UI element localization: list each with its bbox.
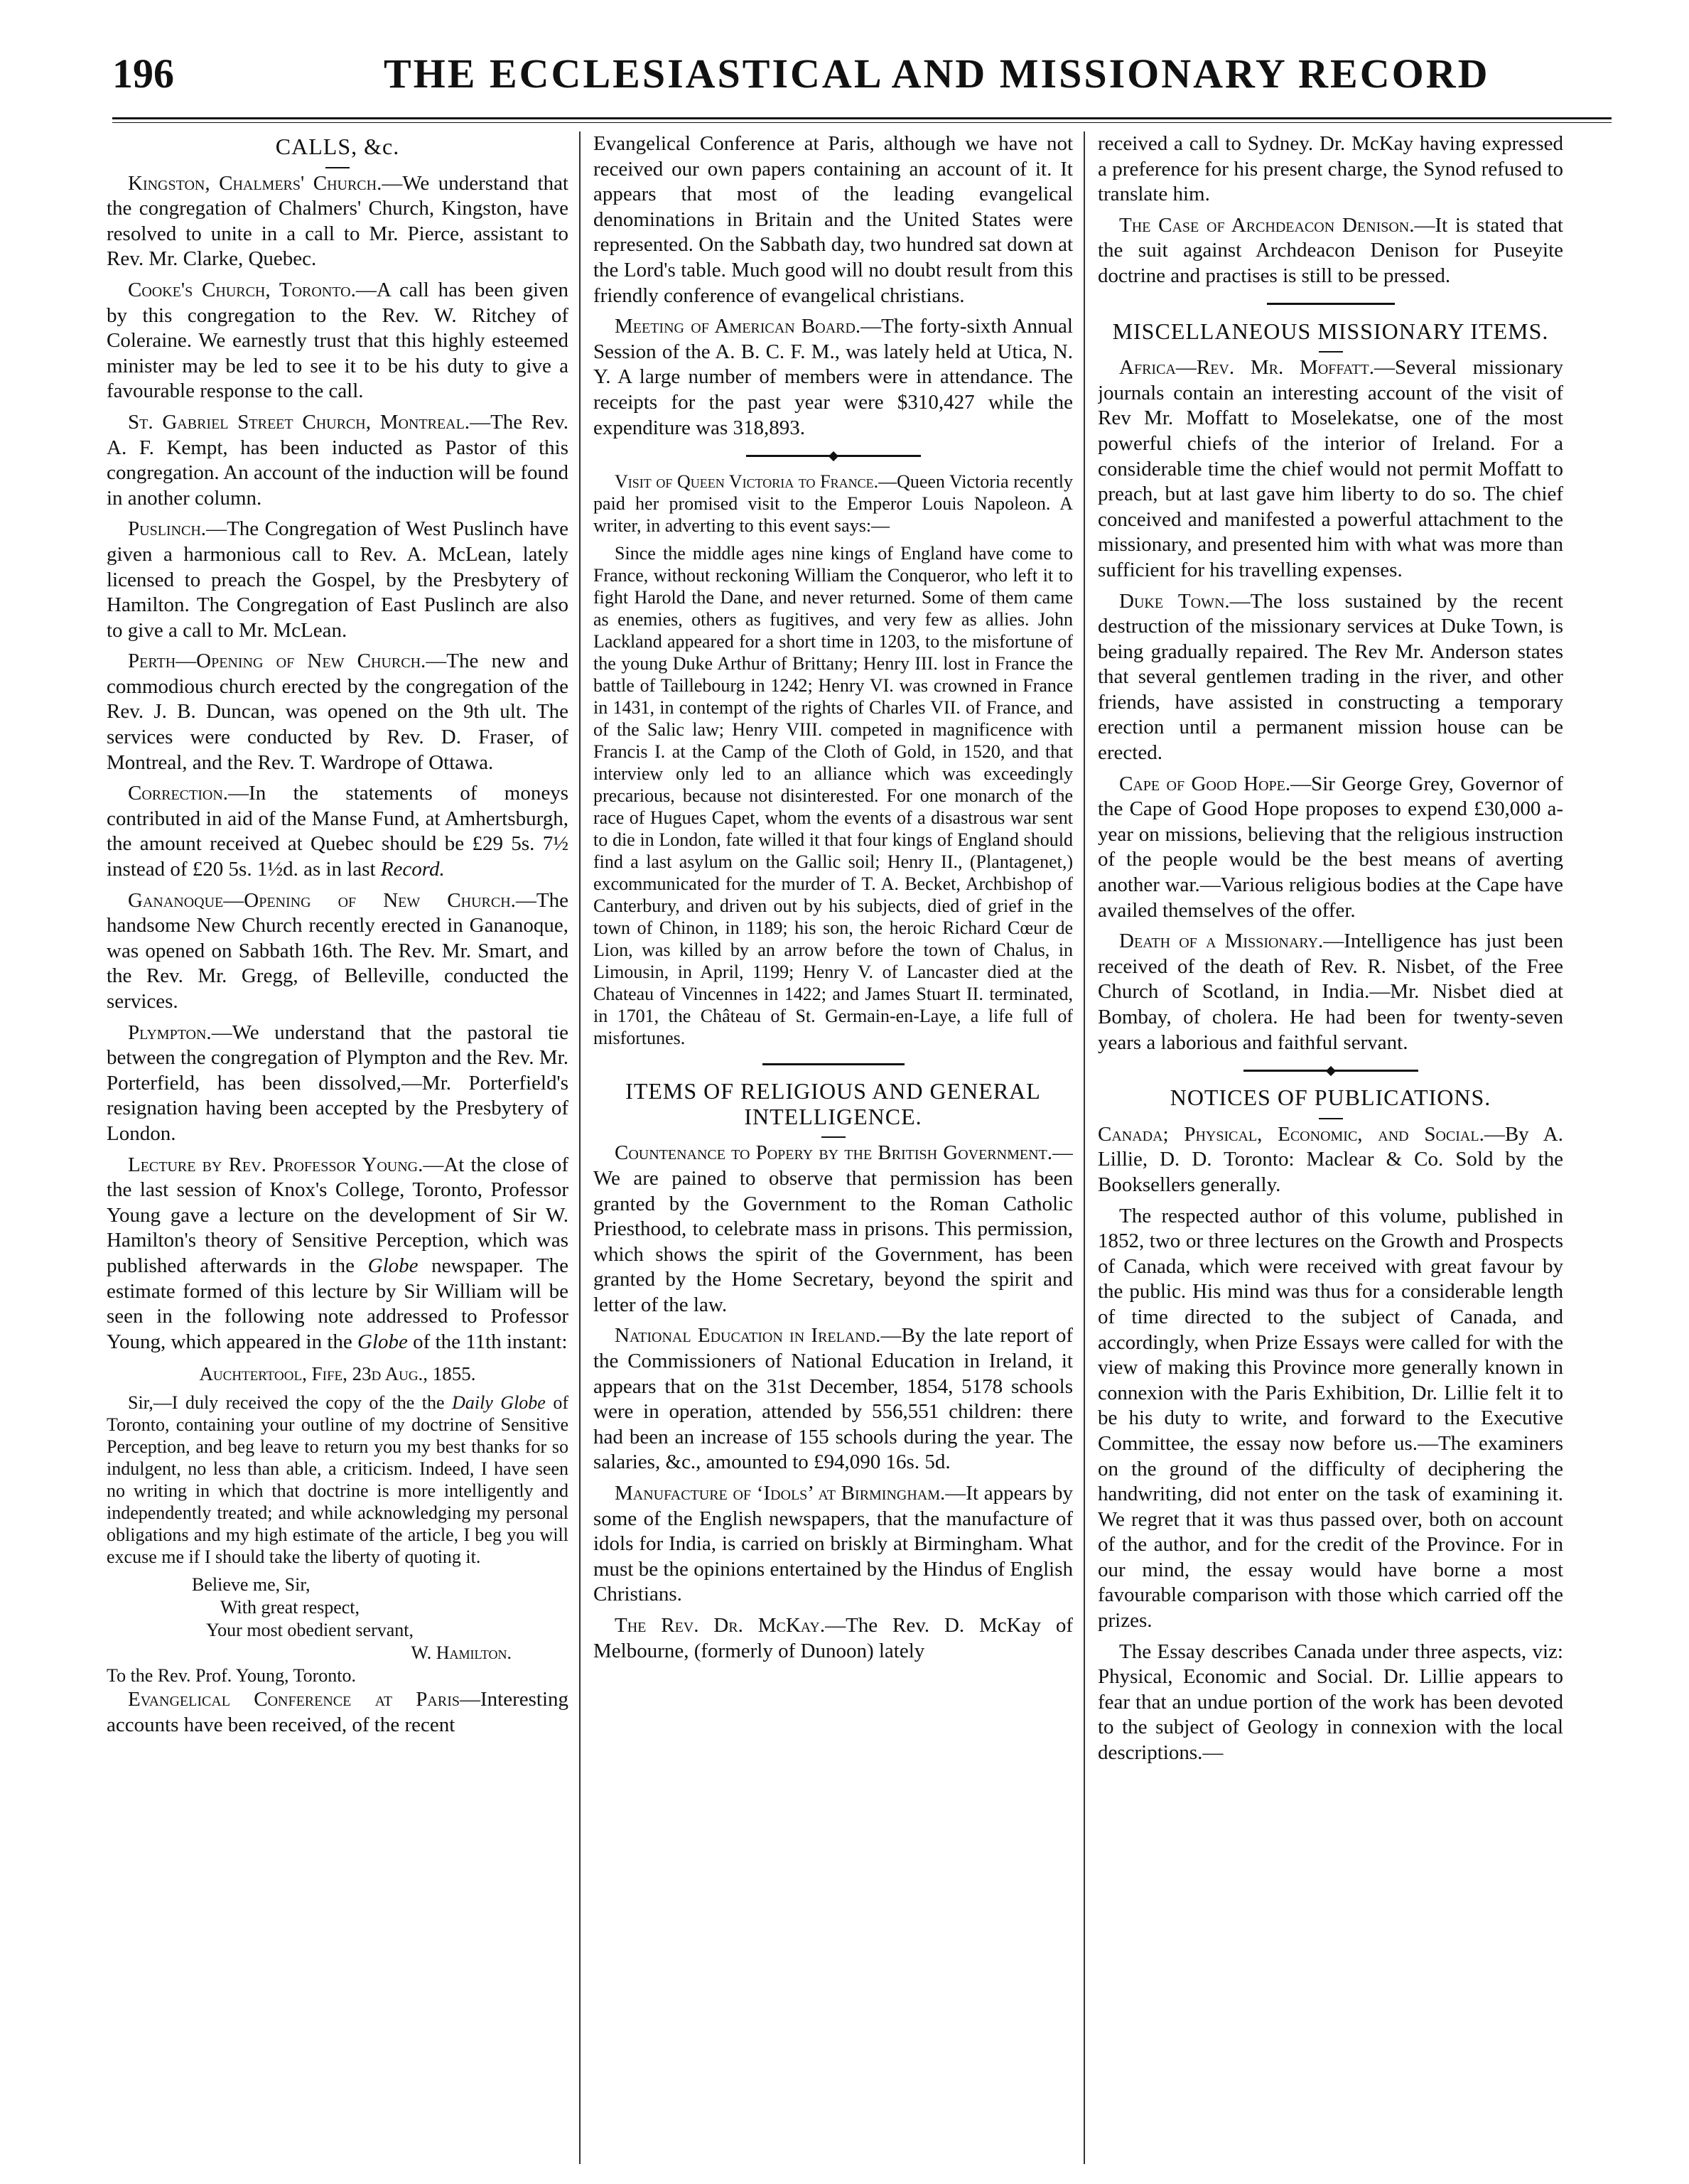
article-puslinch xyxy=(107,517,568,643)
article-text: —The forty-sixth Annual Session of the A. B. C. F. M., was lately held at Utica, N. Y. A large number of members were in attendance. The receipts for the past year were $310,427 while the expenditure was 318,893. xyxy=(593,315,1073,439)
ornamental-rule xyxy=(1098,296,1563,311)
article-plympton xyxy=(107,1021,568,1147)
article-lead: Canada; Physical, Economic, and Social. xyxy=(1098,1122,1484,1146)
ornamental-rule xyxy=(593,448,1073,462)
article-lead: Meeting of American Board. xyxy=(615,315,861,338)
letter-text: Sir,—I duly received the copy of the the xyxy=(128,1392,453,1413)
article-text: —The loss sustained by the recent destruction of the missionary services at Duke Town, is being gradually repaired. The Rev Mr. Anderson states that several gentlemen trading in the river, and other friends, have assisted in constructing a temporary erection until a permanent mission house can be erected. xyxy=(1098,589,1563,765)
article-duke-town xyxy=(1098,589,1563,766)
article-text: —Queen Victoria recently paid her promised visit to the Emperor Louis Napoleon. A writer, in adverting to this event says:— xyxy=(593,471,1073,537)
column-middle xyxy=(593,131,1073,2164)
article-lead: The Case of Archdeacon Denison. xyxy=(1119,213,1415,237)
italic-daily-globe: Daily Globe xyxy=(452,1392,546,1413)
article-denison xyxy=(1098,213,1563,289)
section-heading-missionary: MISCELLANEOUS MISSIONARY ITEMS. xyxy=(1112,318,1549,344)
column-right xyxy=(1098,131,1563,2164)
article-text: —By A. Lillie, D. D. Toronto: Maclear & Co. Sold by the Booksellers generally. xyxy=(1098,1122,1563,1196)
article-text: —We understand that the pastoral tie between the congregation of Plympton and the Rev. Mr. Porterfield, has been dissolved,—Mr. Porterfield's resignation having been accepted by the Presbytery of London. xyxy=(107,1021,568,1145)
article-continued: Evangelical Conference at Paris, although we have not received our own papers containing an account of it. It appears that most of the leading evangelical denominations in Britain and the United States were represented. On the Sabbath day, two hundred sat down at the Lord's table. Much good will no doubt result from this friendly conference of evangelical christians. xyxy=(593,132,1073,307)
header-rule-thin xyxy=(112,122,1612,123)
article-africa xyxy=(1098,355,1563,583)
article-popery xyxy=(593,1141,1073,1318)
article-text: —We are pained to observe that permission has been granted by the Government to the Roman Catholic Priesthood, to celebrate mass in prisons. This permission, which shows the spirit of the Government, has been granted by the Home Secretary, beyond the spirit and letter of the law. xyxy=(593,1141,1073,1316)
italic-globe: Globe xyxy=(357,1330,408,1353)
article-meeting xyxy=(593,314,1073,441)
heading-rule xyxy=(325,167,350,168)
article-text: —The handsome New Church recently erected in Gananoque, was opened on Sabbath 16th. The Rev. Mr. Smart, and the Rev. Mr. Gregg, of Belleville, conducted the services. xyxy=(107,888,568,1013)
article-text: —It is stated that the suit against Archdeacon Denison for Puseyite doctrine and practises is still to be pressed. xyxy=(1098,213,1563,287)
heading-rule xyxy=(1319,1118,1343,1119)
article-idols xyxy=(593,1481,1073,1608)
italic-record: Record. xyxy=(380,858,445,881)
article-cooke xyxy=(107,278,568,404)
signature-name: W. Hamilton. xyxy=(411,1642,512,1663)
article-lead: Cape of Good Hope. xyxy=(1119,772,1291,795)
article-lead: Visit of Queen Victoria to France. xyxy=(615,471,879,493)
journal-title: THE ECCLESIASTICAL AND MISSIONARY RECORD xyxy=(384,50,1490,97)
article-lead: The Rev. Dr. McKay. xyxy=(615,1614,826,1637)
article-lead: Duke Town. xyxy=(1119,589,1230,613)
article-text: —The Rev. A. F. Kempt, has been inducted as Pastor of this congregation. An account of the induction will be found in another column. xyxy=(107,410,568,510)
article-perth xyxy=(107,649,568,775)
article-text: —By the late report of the Commissioners of National Education in Ireland, it appears that on the 31st December, 1854, 5178 schools were in operation, attended by 556,551 children: there had been an increase of 155 schools during the year. The salaries, &c., amounted to £94,090 16s. 5d. xyxy=(593,1324,1073,1474)
letter-dateline: Auchtertool, Fife, 23d Aug., 1855. xyxy=(199,1363,476,1385)
article-text: —The new and commodious church erected by the congregation of the Rev. J. B. Duncan, was opened on the 9th ult. The services were conducted by Rev. D. Fraser, of Montreal, and the Rev. T. Wardrope of Ottawa. xyxy=(107,650,568,774)
article-canada xyxy=(1098,1122,1563,1198)
header-rule xyxy=(112,117,1612,119)
article-text: —The Rev. D. McKay of Melbourne, (formerly of Dunoon) lately xyxy=(593,1614,1073,1662)
page-header xyxy=(85,50,1606,107)
article-national xyxy=(593,1323,1073,1475)
column-divider xyxy=(579,131,581,2164)
article-lead: Africa—Rev. Mr. Moffatt. xyxy=(1119,356,1374,380)
article-lead: Gananoque—Opening of New Church. xyxy=(128,888,516,912)
article-gananoque xyxy=(107,888,568,1015)
article-correction xyxy=(107,781,568,882)
article-text: —At the close of the last session of Knox's College, Toronto, Professor Young gave a lecture on the development of Sir W. Hamilton's theory of Sensitive Perception, which was published afterwards in the xyxy=(107,1153,568,1277)
article-lead: Cooke's Church, Toronto. xyxy=(128,278,356,301)
article-text: —In the statements of moneys contributed in aid of the Manse Fund, at Amhertsburgh, the amount received at Quebec should be £29 5s. 7½ instead of £20 5s. 1½d. as in last xyxy=(107,782,568,881)
article-lead: National Education in Ireland. xyxy=(615,1324,881,1347)
article-text: of the 11th instant: xyxy=(407,1330,568,1353)
signature-line: Believe me, Sir, xyxy=(192,1574,311,1595)
article-visit xyxy=(593,470,1073,537)
article-text: —It appears by some of the English newspapers, that the manufacture of idols for India, is carried on briskly at Birmingham. What must be the opinions entertained by the Hindus of English Christians. xyxy=(593,1482,1073,1606)
section-heading-calls: CALLS, &c. xyxy=(275,134,400,159)
article-lead: Evangelical Conference at Paris xyxy=(128,1687,460,1711)
article-text: —A call has been given by this congregation to the Rev. W. Ritchey of Coleraine. We earnestly trust that this highly esteemed minister may be led to see it to be his duty to give a favourable response to the call. xyxy=(107,278,568,403)
article-cape xyxy=(1098,772,1563,924)
signature-address: To the Rev. Prof. Young, Toronto. xyxy=(107,1664,356,1686)
letter-body xyxy=(107,1392,568,1568)
article-kingston xyxy=(107,171,568,272)
article-quote: Since the middle ages nine kings of England have come to France, without reckoning William the Conqueror, who left it to fight Harold the Dane, and never returned. Some of them came as enemies, others as fugitives, and very few as allies. John Lackland appeared for a short time in 1203, to the misfortune of the young Duke Arthur of Brittany; Henry III. lost in France the battle of Taillebourg in 1242; Henry VI. was crowned in France in 1431, in contempt of the rights of Charles VII. of France, and of the Salic law; Henry VIII. competed in magnificence with Francis I. at the Camp of the Cloth of Gold, in 1520, and that interview only led to an alliance which was exceedingly precarious, because not disinterested. For one monarch of the race of Hugues Capet, whom the events of a disastrous war sent to die in London, fate willed it that four kings of England should find a last asylum on the Gallic soil; Henry II., (Plantagenet,) excommunicated for the murder of T. A. Becket, Archbishop of Canterbury, and driven out by his subjects, died of grief in the town of Chinon, in 1189; his son, the heroic Richard Cœur de Lion, was killed by an arrow before the town of Chalus, in Limousin, in April, 1199; Henry V. of Lancaster died at the Chateau of Vincennes in 1422; and James Stuart II. terminated, in 1701, the Château of St. Germain-en-Laye, a life full of misfortunes. xyxy=(593,543,1073,1049)
article-evangelical xyxy=(107,1687,568,1738)
article-lead: Lecture by Rev. Professor Young. xyxy=(128,1153,423,1176)
article-text: —Interesting accounts have been received, of the recent xyxy=(107,1687,568,1736)
article-text: —The Congregation of West Puslinch have given a harmonious call to Rev. A. McLean, lately licensed to preach the Gospel, by the Presbytery of Hamilton. The Congregation of East Puslinch are also to give a call to Mr. McLean. xyxy=(107,517,568,642)
letter-signature xyxy=(107,1574,568,1687)
page-number: 196 xyxy=(112,50,174,97)
article-lead: Manufacture of ‘Idols’ at Birmingham. xyxy=(615,1482,946,1505)
article-text: —We understand that the congregation of Chalmers' Church, Kingston, have resolved to unite in a call to Mr. Pierce, assistant to Rev. Mr. Clarke, Quebec. xyxy=(107,171,568,271)
article-lead: St. Gabriel Street Church, Montreal. xyxy=(128,410,470,434)
article-text: —Sir George Grey, Governor of the Cape of Good Hope proposes to expend £30,000 a-year on missions, believing that the religious instruction of the people would be the best means of averting another war.—Various religious bodies at the Cape have availed themselves of the offer. xyxy=(1098,772,1563,922)
article-death xyxy=(1098,929,1563,1055)
italic-globe: Globe xyxy=(367,1254,419,1277)
article-lead: Countenance to Popery by the British Government. xyxy=(615,1141,1052,1165)
article-mckay xyxy=(593,1613,1073,1664)
heading-rule xyxy=(1319,351,1343,353)
article-gabriel xyxy=(107,410,568,511)
heading-rule xyxy=(821,1136,846,1138)
column-left xyxy=(107,131,568,2164)
review-paragraph: The respected author of this volume, published in 1852, two or three lectures on the Growth and Prospects of Canada, which were received with great favour by the public. His mind was thus for a considerable length of time directed to the subject of Canada, and accordingly, when Prize Essays were called for with the view of making this Province more generally known in connexion with the Paris Exhibition, Dr. Lillie felt it to be his duty to write, and forward to the Executive Committee, the essay now before us.—The examiners on the ground of the difficulty of deciphering the handwriting, did not enter on the task of examining it. We regret that it was thus passed over, both on account of the author, and for the credit of the Province. For in our mind, the essay would have borne a most favourable comparison with those which carried off the prizes. xyxy=(1098,1204,1563,1632)
article-lead: Correction. xyxy=(128,782,229,805)
section-heading-notices: NOTICES OF PUBLICATIONS. xyxy=(1170,1085,1491,1111)
review-paragraph: The Essay describes Canada under three aspects, viz: Physical, Economic and Social. Dr. Lillie appears to fear that an undue portion of the work has been devoted to the subject of Geology in connexion with the local descriptions.— xyxy=(1098,1640,1563,1765)
column-divider xyxy=(1084,131,1085,2164)
article-continued: received a call to Sydney. Dr. McKay having expressed a preference for his present charge, the Synod refused to translate him. xyxy=(1098,132,1563,206)
article-text: newspaper. The estimate formed of this lecture by Sir William will be seen in the following note addressed to Professor Young, which appeared in the xyxy=(107,1254,568,1353)
article-text: —Intelligence has just been received of the death of Rev. R. Nisbet, of the Free Church of Scotland, in India.—Mr. Nisbet died at Bombay, of cholera. He had been for twenty-seven years a laborious and faithful servant. xyxy=(1098,930,1563,1054)
article-lecture xyxy=(107,1153,568,1355)
letter-text: of Toronto, containing your outline of my doctrine of Sensitive Perception, and beg leave to return you my best thanks for so indulgent, no less than able, a criticism. Indeed, I have seen no writing in which that doctrine is more intelligently and independently treated; and while acknowledging my personal obligations and my high estimate of the article, I beg you will excuse me if I should take the liberty of quoting it. xyxy=(107,1392,568,1567)
article-lead: Plympton. xyxy=(128,1021,212,1044)
ornamental-rule xyxy=(593,1056,1073,1070)
article-lead: Puslinch. xyxy=(128,517,207,541)
ornamental-rule xyxy=(1098,1063,1563,1077)
article-lead: Kingston, Chalmers' Church. xyxy=(128,171,382,195)
article-lead: Death of a Missionary. xyxy=(1119,930,1324,953)
article-lead: Perth—Opening of New Church. xyxy=(128,650,426,673)
signature-line: Your most obedient servant, xyxy=(206,1619,414,1640)
section-heading-items: ITEMS OF RELIGIOUS AND GENERAL INTELLIGENCE. xyxy=(625,1078,1041,1129)
signature-line: With great respect, xyxy=(220,1596,360,1618)
article-text: —Several missionary journals contain an interesting account of the visit of Rev Mr. Moffatt to Moselekatse, one of the most powerful chiefs of the interior of Ireland. For a considerable time the chief would not permit Moffatt to preach, but at last gave him liberty to do so. The chief conceived and manifested a powerful attachment to the missionary, and presented him with what was more than sufficient for his travelling expenses. xyxy=(1098,356,1563,581)
